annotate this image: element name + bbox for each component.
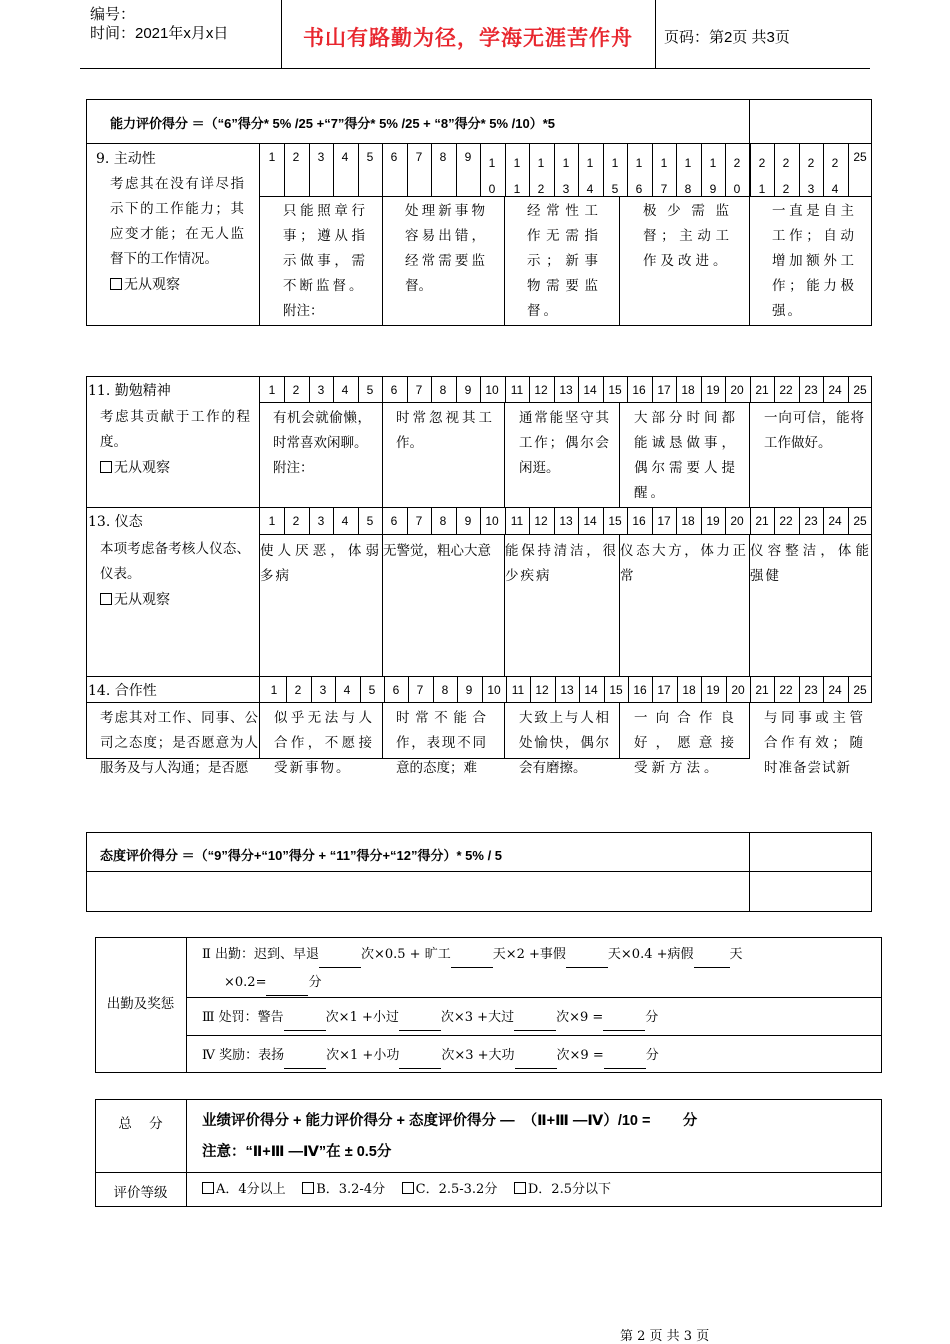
- total-note: 注意：“Ⅱ+Ⅲ —Ⅳ”在 ± 0.5分: [202, 1144, 392, 1160]
- level-2: 时常不能合作，表现不同意的态度；难: [396, 710, 486, 776]
- score-option[interactable]: 16: [632, 383, 646, 397]
- item-title: 11. 勤勉精神: [88, 383, 171, 399]
- commendation-count-field[interactable]: [284, 1043, 326, 1069]
- score-option[interactable]: 10: [485, 514, 499, 528]
- score-option[interactable]: 1 7: [660, 156, 668, 196]
- score-option[interactable]: 5: [366, 383, 374, 397]
- score-option[interactable]: 21: [755, 514, 769, 528]
- note-label: 附注：: [283, 303, 324, 319]
- score-option[interactable]: 1 5: [611, 156, 619, 196]
- attitude-formula-box: [86, 832, 872, 912]
- score-option[interactable]: 14: [584, 683, 598, 697]
- score-option[interactable]: 6: [390, 383, 398, 397]
- score-option[interactable]: 9: [465, 683, 473, 697]
- level-4: 一向合作良好，愿意接受新方法。: [634, 710, 738, 776]
- reward-score-field[interactable]: [604, 1043, 646, 1069]
- score-option[interactable]: 8: [439, 383, 447, 397]
- checkbox-icon[interactable]: [100, 593, 112, 605]
- score-option[interactable]: 16: [632, 514, 646, 528]
- score-option[interactable]: 12: [535, 683, 549, 697]
- score-option[interactable]: 20: [730, 383, 744, 397]
- score-option[interactable]: 15: [608, 514, 622, 528]
- score-option[interactable]: 17: [657, 514, 671, 528]
- grade-option-b[interactable]: B．3.2-4分: [302, 1182, 385, 1197]
- score-option[interactable]: 17: [657, 683, 671, 697]
- score-option[interactable]: 2: [292, 383, 300, 397]
- level-2: 处理新事物容易出错，经常需要监督。: [405, 203, 485, 294]
- score-option[interactable]: 20: [731, 683, 745, 697]
- score-option[interactable]: 7: [416, 683, 424, 697]
- score-option[interactable]: 1 6: [635, 156, 643, 196]
- motto-title: 书山有路勤为径，学海无涯苦作舟: [303, 26, 633, 50]
- score-option[interactable]: 18: [681, 514, 695, 528]
- attendance-label: 出勤及奖惩: [106, 996, 175, 1012]
- score-option[interactable]: 8: [439, 514, 447, 528]
- score-option[interactable]: 14: [583, 383, 597, 397]
- score-option[interactable]: 13: [559, 383, 573, 397]
- score-option[interactable]: 17: [657, 383, 671, 397]
- score-option[interactable]: 22: [779, 683, 793, 697]
- checkbox-icon[interactable]: [110, 278, 122, 290]
- score-option[interactable]: 4: [343, 683, 351, 697]
- item-description: 考虑其在没有详尽指示下的工作能力；其应变才能；在无人监督下的工作情况。: [110, 176, 244, 267]
- score-option[interactable]: 22: [779, 514, 793, 528]
- score-option[interactable]: 2 0: [733, 156, 741, 196]
- score-option[interactable]: 1 8: [684, 156, 692, 196]
- page-label: 页码：第2页 共3页: [664, 29, 790, 46]
- score-option[interactable]: 4: [341, 514, 349, 528]
- score-option[interactable]: 8: [441, 683, 449, 697]
- score-option[interactable]: 1: [268, 150, 276, 164]
- score-option[interactable]: 3: [317, 150, 325, 164]
- level-1: 有机会就偷懒，时常喜欢闲聊。: [273, 410, 371, 451]
- score-option[interactable]: 19: [706, 683, 720, 697]
- note-label: 附注：: [273, 460, 314, 476]
- personal-leave-field[interactable]: [566, 942, 608, 968]
- level-5: 仪容整洁，体能强健: [750, 543, 871, 584]
- score-option[interactable]: 1 2: [537, 156, 545, 196]
- table-divider: [749, 99, 750, 144]
- score-option[interactable]: 24: [828, 383, 842, 397]
- score-option[interactable]: 8: [439, 150, 447, 164]
- score-option[interactable]: 4: [341, 150, 349, 164]
- score-option[interactable]: 25: [853, 150, 867, 164]
- level-4: 大部分时间都能诚恳做事，偶尔需要人提醒。: [634, 410, 738, 501]
- score-option[interactable]: 9: [464, 150, 472, 164]
- score-option[interactable]: 3: [317, 383, 325, 397]
- attendance-line: Ⅱ 出勤：迟到、早退 次×0.5 + 旷工 天×2 +事假 天×0.4 +病假 天: [202, 942, 743, 968]
- score-option[interactable]: 1 0: [488, 156, 496, 196]
- attendance-line: ×0.2= 分: [224, 970, 321, 996]
- score-option[interactable]: 9: [464, 514, 472, 528]
- checkbox-icon[interactable]: [302, 1182, 314, 1194]
- checkbox-icon[interactable]: [202, 1182, 214, 1194]
- late-count-field[interactable]: [319, 942, 361, 968]
- number-label: 编号：: [90, 6, 136, 23]
- score-option[interactable]: 13: [559, 514, 573, 528]
- score-option[interactable]: 15: [608, 383, 622, 397]
- header-rule: [80, 68, 870, 69]
- level-5: 一直是自主工作；自动增加额外工作；能力极强。: [772, 203, 856, 319]
- total-label: 总 分: [118, 1116, 163, 1132]
- item-title: 9. 主动性: [96, 151, 156, 167]
- checkbox-icon[interactable]: [514, 1182, 526, 1194]
- level-3: 能保持清洁，很少疾病: [505, 543, 618, 584]
- score-option[interactable]: 4: [341, 383, 349, 397]
- score-option[interactable]: 2 3: [807, 156, 815, 196]
- score-option[interactable]: 6: [392, 683, 400, 697]
- score-option[interactable]: 10: [485, 383, 499, 397]
- level-3: 经常性工作无需指示；新事物需要监督。: [527, 203, 601, 319]
- header-divider: [655, 0, 656, 68]
- score-option[interactable]: 23: [804, 683, 818, 697]
- level-1: 似乎无法与人合作，不愿接受新事物。: [274, 710, 374, 776]
- score-option[interactable]: 25: [853, 683, 867, 697]
- score-option[interactable]: 7: [415, 150, 423, 164]
- no-observe-checkbox[interactable]: 无从观察: [100, 456, 170, 481]
- item-description: 考虑其对工作、同事、公司之态度；是否愿意为人服务及与人沟通；是否愿: [100, 710, 258, 776]
- level-5: 一向可信，能将工作做好。: [764, 410, 864, 451]
- ability-formula: 能力评价得分 ＝（“6”得分* 5% /25 +“7”得分* 5% /25 + “8”得分* 5% /10）*5: [110, 116, 556, 131]
- score-option[interactable]: 11: [511, 683, 525, 697]
- item-frame: [86, 507, 872, 677]
- score-option[interactable]: 24: [828, 514, 842, 528]
- absent-days-field[interactable]: [451, 942, 493, 968]
- item-description: 本项考虑备考核人仪态、仪表。: [100, 541, 250, 582]
- major-demerit-field[interactable]: [514, 1005, 556, 1031]
- grade-options: [202, 1177, 611, 1202]
- score-option[interactable]: 12: [534, 383, 548, 397]
- minor-demerit-field[interactable]: [399, 1005, 441, 1031]
- level-4: 极少需监督；主动工作及改进。: [643, 203, 733, 269]
- level-3: 通常能坚守其工作；偶尔会闲逛。: [519, 410, 609, 476]
- total-formula: 业绩评价得分 + 能力评价得分 + 态度评价得分 — （Ⅱ+Ⅲ —Ⅳ）/10 = 分: [202, 1113, 698, 1129]
- score-option[interactable]: 24: [828, 683, 842, 697]
- no-observe-checkbox[interactable]: 无从观察: [110, 273, 180, 298]
- score-option[interactable]: 21: [755, 683, 769, 697]
- level-4: 仪态大方，体力正常: [620, 543, 748, 584]
- grade-label: 评价等级: [113, 1185, 168, 1201]
- score-option[interactable]: 11: [510, 514, 524, 528]
- score-option[interactable]: 11: [510, 383, 524, 397]
- attitude-formula: 态度评价得分 ＝（“9”得分+“10”得分 + “11”得分+“12”得分）* 5% / 5: [100, 848, 503, 863]
- score-option[interactable]: 25: [853, 383, 867, 397]
- grade-option-a[interactable]: A．4分以上: [202, 1182, 286, 1197]
- grade-option-d[interactable]: D．2.5分以下: [514, 1182, 611, 1197]
- score-option[interactable]: 1: [268, 514, 276, 528]
- header-divider: [281, 0, 282, 68]
- score-option[interactable]: 5: [366, 150, 374, 164]
- score-option[interactable]: 1: [268, 383, 276, 397]
- score-option[interactable]: 18: [681, 383, 695, 397]
- attendance-score-field[interactable]: [266, 970, 308, 996]
- penalty-line: Ⅲ 处罚：警告 次×1 +小过 次×3 +大过 次×9 = 分: [202, 1005, 658, 1031]
- grade-option-c[interactable]: C．2.5-3.2分: [402, 1182, 498, 1197]
- score-option[interactable]: 19: [706, 383, 720, 397]
- checkbox-icon[interactable]: [100, 461, 112, 473]
- sick-leave-field[interactable]: [694, 942, 730, 968]
- score-option[interactable]: 12: [534, 514, 548, 528]
- score-option[interactable]: 6: [390, 150, 398, 164]
- score-option[interactable]: 7: [415, 514, 423, 528]
- level-2: 无警觉，粗心大意: [383, 543, 491, 559]
- score-option[interactable]: 25: [853, 514, 867, 528]
- major-merit-field[interactable]: [515, 1043, 557, 1069]
- score-option[interactable]: 20: [730, 514, 744, 528]
- score-option[interactable]: 15: [609, 683, 623, 697]
- level-3: 大致上与人相处愉快，偶尔会有磨擦。: [519, 710, 609, 776]
- score-option[interactable]: 1 4: [586, 156, 594, 196]
- score-option[interactable]: 14: [583, 514, 597, 528]
- score-option[interactable]: 2 2: [782, 156, 790, 196]
- minor-merit-field[interactable]: [399, 1043, 441, 1069]
- score-option[interactable]: 2: [292, 150, 300, 164]
- penalty-score-field[interactable]: [603, 1005, 645, 1031]
- checkbox-icon[interactable]: [402, 1182, 414, 1194]
- score-option[interactable]: 1 9: [709, 156, 717, 196]
- score-option[interactable]: 3: [317, 514, 325, 528]
- score-option[interactable]: 22: [779, 383, 793, 397]
- score-option[interactable]: 2 1: [758, 156, 766, 196]
- score-option[interactable]: 5: [366, 514, 374, 528]
- score-option[interactable]: 1 3: [562, 156, 570, 196]
- item-title: 13. 仪态: [88, 514, 143, 530]
- score-option[interactable]: 7: [415, 383, 423, 397]
- score-option[interactable]: 10: [487, 683, 501, 697]
- level-2: 时常忽视其工作。: [396, 410, 492, 451]
- item-description: 考虑其贡献于工作的程度。: [100, 409, 250, 450]
- score-option[interactable]: 3: [319, 683, 327, 697]
- score-option[interactable]: 9: [464, 383, 472, 397]
- score-option[interactable]: 1: [270, 683, 278, 697]
- score-option[interactable]: 19: [706, 514, 720, 528]
- page-footer: 第 2 页 共 3 页: [620, 1329, 710, 1344]
- level-5: 与同事或主管合作有效；随时准备尝试新: [764, 710, 864, 776]
- date-label: 时间：2021年x月x日: [90, 25, 229, 42]
- no-observe-checkbox[interactable]: 无从观察: [100, 588, 170, 613]
- score-option[interactable]: 21: [755, 383, 769, 397]
- item-title: 14. 合作性: [88, 683, 157, 699]
- score-option[interactable]: 23: [804, 514, 818, 528]
- level-1: 只能照章行事；遵从指示做事，需不断监督。: [283, 203, 368, 294]
- score-option[interactable]: 18: [682, 683, 696, 697]
- score-option[interactable]: 2 4: [831, 156, 839, 196]
- score-option[interactable]: 23: [804, 383, 818, 397]
- score-option[interactable]: 2: [292, 514, 300, 528]
- warning-count-field[interactable]: [284, 1005, 326, 1031]
- reward-line: Ⅳ 奖励：表扬 次×1 +小功 次×3 +大功 次×9 = 分: [202, 1043, 659, 1069]
- level-1: 使人厌恶，体弱多病: [260, 543, 381, 584]
- score-option[interactable]: 16: [633, 683, 647, 697]
- score-option[interactable]: 5: [368, 683, 376, 697]
- score-option[interactable]: 6: [390, 514, 398, 528]
- score-option[interactable]: 2: [294, 683, 302, 697]
- score-option[interactable]: 13: [560, 683, 574, 697]
- score-option[interactable]: 1 1: [513, 156, 521, 196]
